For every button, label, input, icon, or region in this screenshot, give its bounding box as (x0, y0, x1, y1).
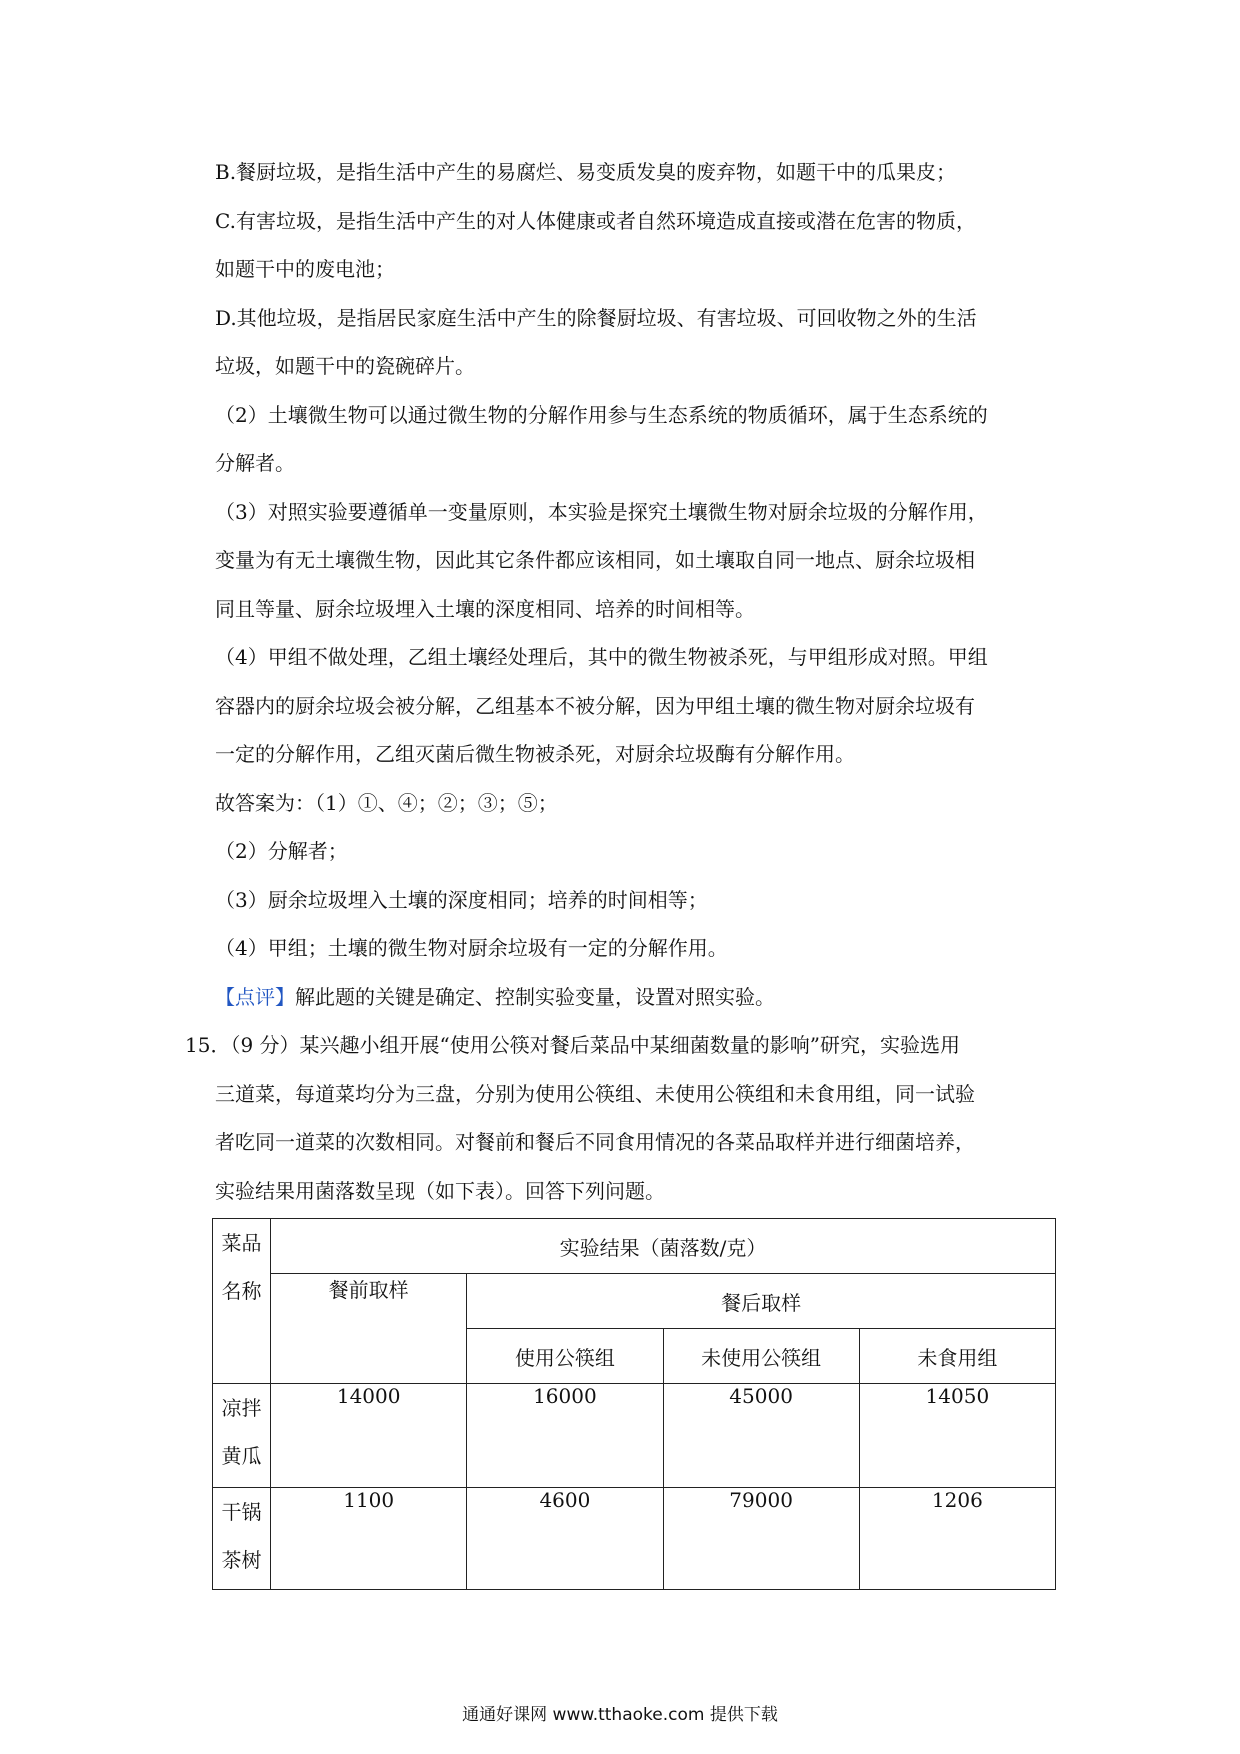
table-cell: 14000 (271, 1384, 467, 1488)
paragraph-line: 分解者。 (215, 451, 295, 475)
paragraph-line: D.其他垃圾，是指居民家庭生活中产生的除餐厨垃圾、有害垃圾、可回收物之外的生活 (215, 305, 977, 330)
paragraph-line: （3）对照实验要遵循单一变量原则，本实验是探究土壤微生物对厨余垃圾的分解作用， (215, 499, 988, 524)
comment-line (215, 973, 1055, 1022)
paragraph-line: C.有害垃圾，是指生活中产生的对人体健康或者自然环境造成直接或潜在危害的物质， (215, 208, 976, 233)
result-header: 实验结果（菌落数/克） (271, 1219, 1056, 1274)
dish-name-header-line2: 名称 (221, 1279, 262, 1303)
answer-line: 故答案为：（1）①、④；②；③；⑤； (215, 790, 558, 815)
paragraph-line: 垃圾，如题干中的瓷碗碎片。 (215, 354, 475, 378)
paragraph-line: 同且等量、厨余垃圾埋入土壤的深度相同、培养的时间相等。 (215, 596, 755, 621)
sub-header: 未使用公筷组 (663, 1329, 859, 1384)
dish-name-line1: 凉拌 (221, 1396, 262, 1420)
table-row (213, 1488, 1056, 1590)
table-cell: 14050 (859, 1384, 1055, 1488)
table-cell: 1206 (859, 1488, 1055, 1590)
paragraph-line: 容器内的厨余垃圾会被分解，乙组基本不被分解，因为甲组土壤的微生物对厨余垃圾有 (215, 693, 975, 718)
sub-header: 未食用组 (859, 1329, 1055, 1384)
question-line: 者吃同一道菜的次数相同。对餐前和餐后不同食用情况的各菜品取样并进行细菌培养， (215, 1130, 975, 1154)
page-footer: 通通好课网 www.tthaoke.com 提供下载 (462, 1705, 778, 1725)
answer-line: （4）甲组；土壤的微生物对厨余垃圾有一定的分解作用。 (215, 936, 728, 960)
answer-line: （3）厨余垃圾埋入土壤的深度相同；培养的时间相等； (215, 887, 708, 912)
dish-name (213, 1488, 271, 1590)
dish-name-header (213, 1219, 271, 1384)
paragraph-line: 如题干中的废电池； (215, 257, 395, 281)
dish-name-line2: 茶树 (221, 1548, 262, 1572)
question-line: 实验结果用菌落数呈现（如下表）。回答下列问题。 (215, 1178, 665, 1203)
comment-text: 解此题的关键是确定、控制实验变量，设置对照实验。 (295, 984, 775, 1009)
dish-name-line2: 黄瓜 (221, 1444, 262, 1468)
sub-header: 使用公筷组 (467, 1329, 663, 1384)
paragraph-line: 一定的分解作用，乙组灭菌后微生物被杀死，对厨余垃圾酶有分解作用。 (215, 742, 855, 766)
question-lead: 15．（9 分）某兴趣小组开展“使用公筷对餐后菜品中某细菌数量的影响”研究，实验选用 (185, 1033, 960, 1057)
after-sample-header: 餐后取样 (467, 1274, 1056, 1329)
comment-label: 【点评】 (215, 984, 295, 1009)
dish-name-header-line1: 菜品 (221, 1231, 262, 1255)
before-sample-header: 餐前取样 (271, 1274, 467, 1384)
paragraph-line: （2）土壤微生物可以通过微生物的分解作用参与生态系统的物质循环，属于生态系统的 (215, 402, 988, 427)
dish-name-line1: 干锅 (221, 1500, 262, 1524)
solution-text (185, 148, 1055, 1215)
table-cell: 45000 (663, 1384, 859, 1488)
dish-name (213, 1384, 271, 1488)
table-cell: 79000 (663, 1488, 859, 1590)
answer-line: （2）分解者； (215, 839, 348, 863)
results-table (212, 1218, 1056, 1590)
table-cell: 1100 (271, 1488, 467, 1590)
table-header-row (213, 1274, 1056, 1329)
table-header-row (213, 1219, 1056, 1274)
paragraph-line: 变量为有无土壤微生物，因此其它条件都应该相同，如土壤取自同一地点、厨余垃圾相 (215, 548, 975, 572)
paragraph-line: （4）甲组不做处理，乙组土壤经处理后，其中的微生物被杀死，与甲组形成对照。甲组 (215, 645, 988, 669)
paragraph-line: B.餐厨垃圾，是指生活中产生的易腐烂、易变质发臭的废弃物，如题干中的瓜果皮； (215, 160, 957, 184)
question-line: 三道菜，每道菜均分为三盘，分别为使用公筷组、未使用公筷组和未食用组，同一试验 (215, 1081, 975, 1106)
table-row (213, 1384, 1056, 1488)
table-cell: 16000 (467, 1384, 663, 1488)
table-cell: 4600 (467, 1488, 663, 1590)
